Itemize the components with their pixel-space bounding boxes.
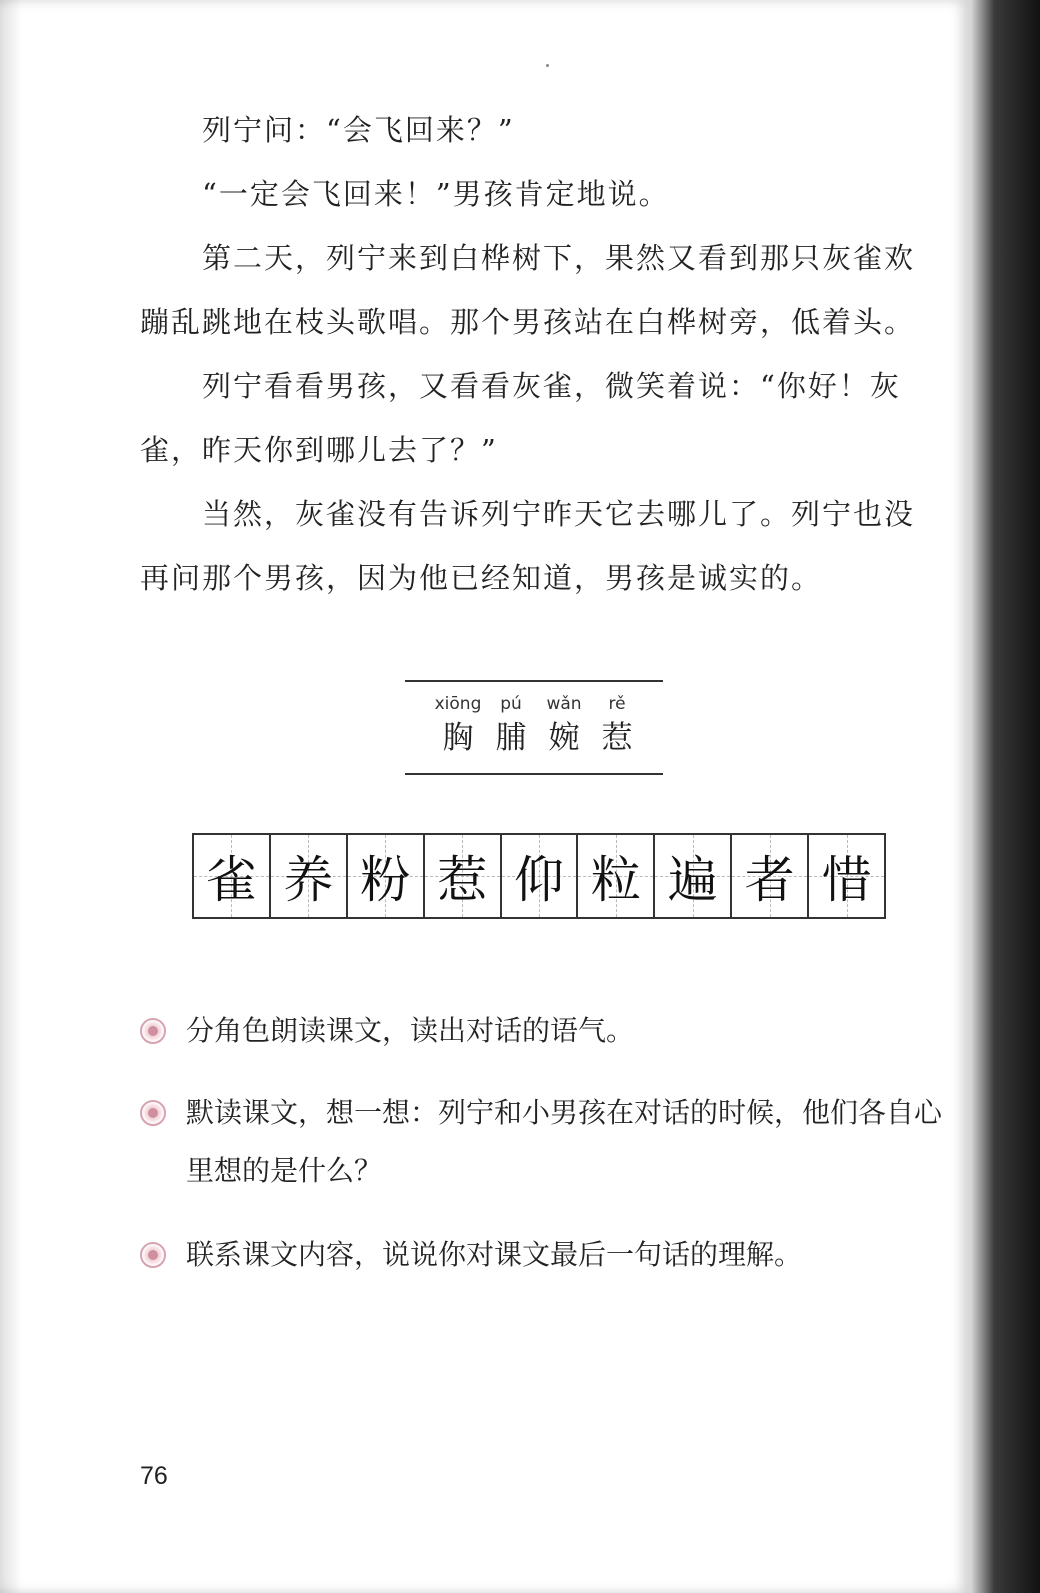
story-paragraph: 列宁问：“会飞回来？”: [202, 113, 515, 147]
vocab-bottom-rule: [405, 773, 663, 775]
grid-cell: [502, 835, 579, 917]
exercise-bullet-icon: [140, 1242, 166, 1268]
vocab-hanzi: 胸: [442, 720, 474, 756]
grid-cell: [348, 835, 425, 917]
page-speck: [546, 64, 549, 67]
grid-cell: [809, 835, 884, 917]
grid-character: 惹: [437, 851, 488, 909]
grid-character: 粉: [360, 851, 411, 909]
grid-character: 粒: [590, 851, 641, 909]
exercise-item: [140, 1002, 950, 1062]
grid-character: 遍: [667, 851, 718, 909]
vocab-hanzi: 惹: [601, 720, 633, 756]
grid-character: 仰: [514, 851, 564, 909]
vocab-hanzi: 婉: [548, 720, 580, 756]
vocab-word: [432, 694, 484, 760]
vocab-pinyin: pú: [500, 694, 522, 714]
vocab-pinyin: xiōng: [434, 694, 482, 714]
grid-cell: [578, 835, 655, 917]
vocab-word: [591, 694, 643, 760]
exercise-bullet-icon: [140, 1018, 166, 1044]
story-paragraph: “一定会飞回来！”男孩肯定地说。: [202, 177, 670, 211]
grid-character: 养: [283, 851, 334, 909]
vocab-word: [485, 694, 537, 760]
grid-cell: [194, 835, 271, 917]
vocab-pinyin: wǎn: [546, 694, 582, 714]
exercise-text: 联系课文内容，说说你对课文最后一句话的理解。: [186, 1238, 803, 1271]
vocab-word: [538, 694, 590, 760]
exercise-bullet-icon: [140, 1100, 166, 1126]
exercise-text: 默读课文，想一想：列宁和小男孩在对话的时候，他们各自心里想的是什么？: [186, 1096, 943, 1187]
spine-shadow: [0, 0, 22, 1593]
exercise-item: [140, 1226, 950, 1286]
vocabulary-box: [405, 680, 665, 775]
vocab-hanzi: 脯: [495, 720, 527, 756]
story-paragraph: 第二天，列宁来到白桦树下，果然又看到那只灰雀欢蹦乱跳地在枝头歌唱。那个男孩站在白桦树旁，低着头。: [140, 241, 916, 339]
page-number: 76: [140, 1462, 168, 1490]
grid-character: 惜: [821, 851, 872, 909]
grid-character: 雀: [206, 851, 257, 909]
grid-cell: [655, 835, 732, 917]
vocab-top-rule: [405, 680, 663, 682]
grid-cell: [425, 835, 502, 917]
grid-character: 者: [744, 851, 795, 909]
exercise-text: 分角色朗读课文，读出对话的语气。: [186, 1014, 635, 1047]
grid-cell: [271, 835, 348, 917]
book-edge-background: [970, 0, 1040, 1593]
character-writing-grid: [192, 833, 886, 919]
vocab-pinyin: rě: [608, 694, 626, 714]
story-paragraph: 列宁看看男孩，又看看灰雀，微笑着说：“你好！灰雀，昨天你到哪儿去了？”: [140, 369, 901, 467]
story-paragraph: 当然，灰雀没有告诉列宁昨天它去哪儿了。列宁也没再问那个男孩，因为他已经知道，男孩是诚实的。: [140, 497, 916, 595]
grid-cell: [732, 835, 809, 917]
exercise-item: [140, 1084, 950, 1204]
